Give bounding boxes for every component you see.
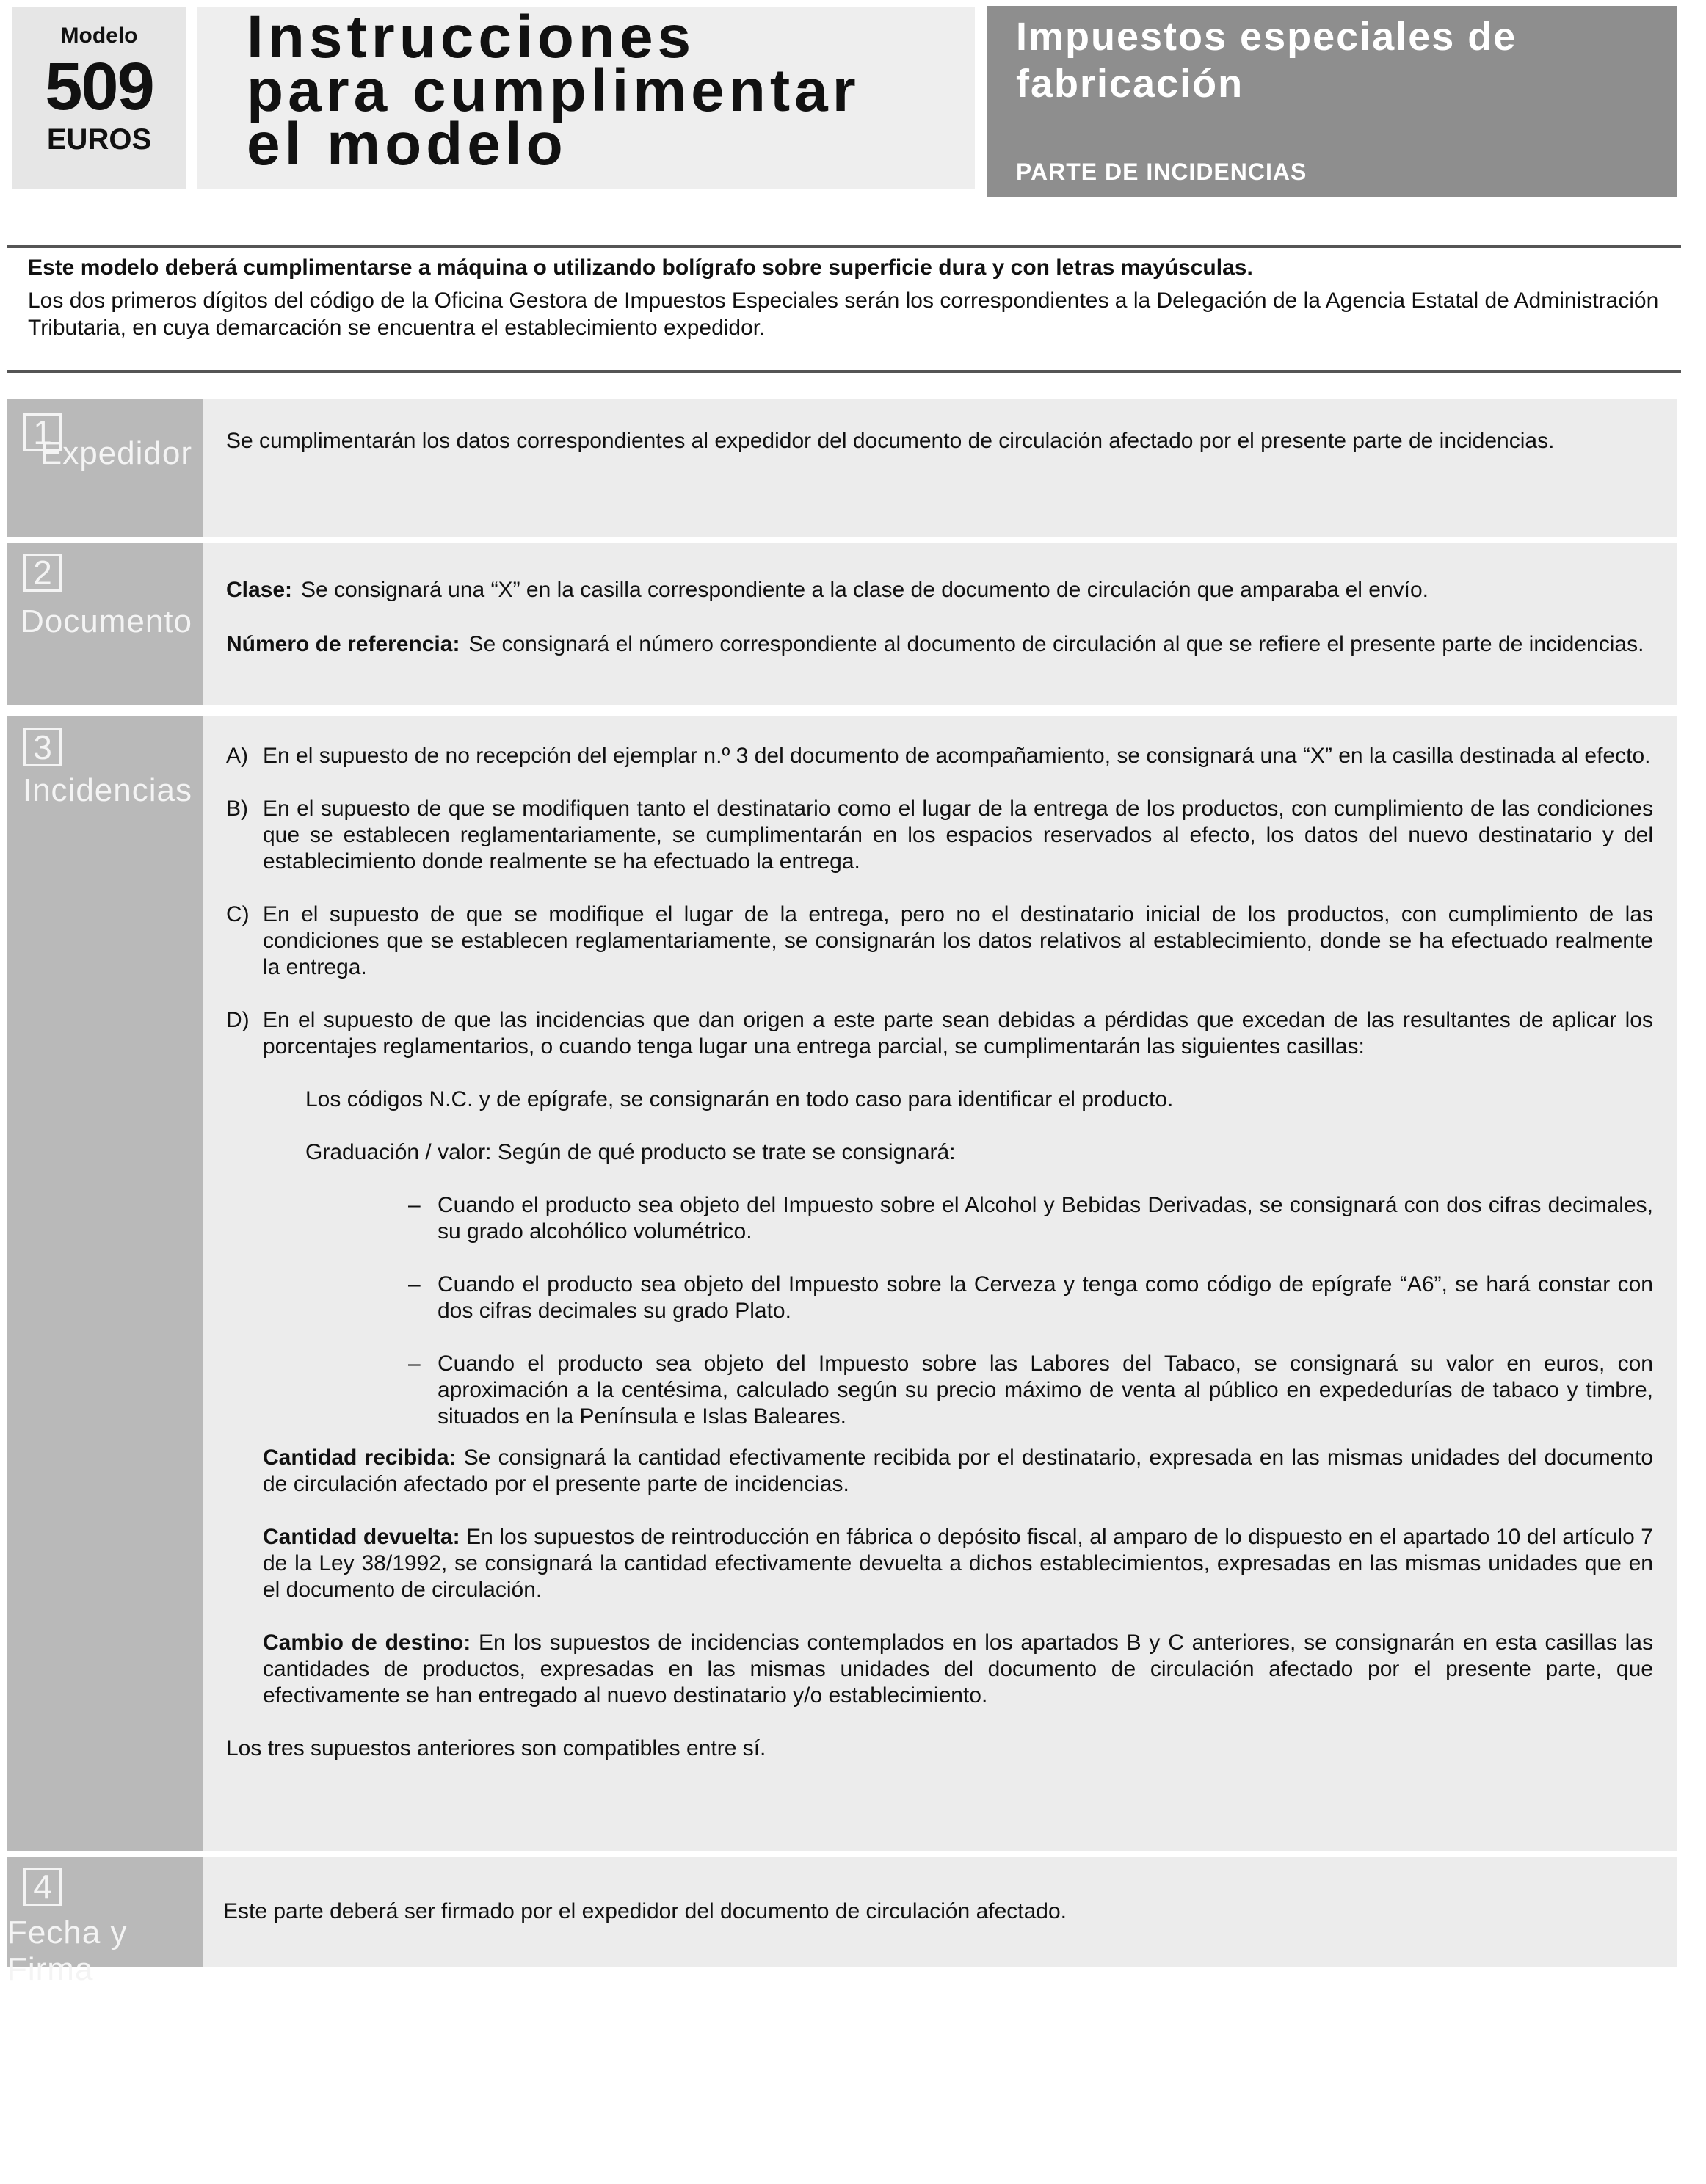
- cantidad-devuelta-text: En los supuestos de reintroducción en fábrica o depósito fiscal, al amparo de lo dispuesto en el apartado 10 del artículo 7 de la Ley 38/1992, se consignará la cantidad efectivamente devuelta a dichos establecimientos, expresadas en las mismas unidades que en el documento de circulación.: [263, 1525, 1653, 1602]
- section-2-body: [203, 543, 1677, 705]
- graduacion-text: Graduación / valor: Según de qué producto se trate se consignará:: [305, 1140, 956, 1164]
- section-3-tab: [7, 716, 203, 1851]
- item-c-key: C): [226, 902, 250, 926]
- item-d: [226, 1007, 1653, 1060]
- currency-label: EUROS: [46, 123, 152, 156]
- section-4-tab: [7, 1857, 203, 1987]
- dash-item-cerveza-text: Cuando el producto sea objeto del Impuesto sobre la Cerveza y tenga como código de epígrafe “A6”, se hará constar con dos cifras decimales su grado Plato.: [438, 1272, 1653, 1323]
- cambio-destino-text: En los supuestos de incidencias contemplados en los apartados B y C anteriores, se consignarán en esta casillas las cantidades de productos, expresadas en las mismas unidades del documento de circulación afectado por el presente parte, que efectivamente se han entregado al nuevo destinatario y/o establecimiento.: [263, 1630, 1653, 1708]
- tax-panel: [987, 6, 1677, 197]
- dash-mark: –: [408, 1272, 421, 1296]
- section-1-body: [203, 399, 1677, 537]
- codigos-text: Los códigos N.C. y de epígrafe, se consignarán en todo caso para identificar el producto.: [305, 1087, 1174, 1111]
- dash-item-alcohol: [408, 1192, 1653, 1245]
- clase-text: Se consignará una “X” en la casilla correspondiente a la clase de documento de circulación que amparaba el envío.: [301, 578, 1429, 602]
- clase-row: [226, 577, 1656, 603]
- section-1-number: 1: [23, 413, 62, 451]
- cantidad-devuelta-label: Cantidad devuelta:: [263, 1525, 460, 1549]
- intro-bold-line: Este modelo deberá cumplimentarse a máquina o utilizando bolígrafo sobre superficie dura y con letras mayúsculas.: [28, 255, 1253, 280]
- cantidad-recibida-label: Cantidad recibida:: [263, 1445, 457, 1470]
- section-4-number: 4: [23, 1868, 62, 1906]
- section-2-number: 2: [23, 554, 62, 592]
- section-1-label: Expedidor: [40, 435, 192, 471]
- section-1-tab: [7, 399, 203, 537]
- section-3-body: [203, 716, 1677, 1851]
- cantidad-recibida-text: Se consignará la cantidad efectivamente recibida por el destinatario, expresada en las mismas unidades del documento de circulación afectado por el presente parte de incidencias.: [263, 1445, 1653, 1496]
- dash-item-cerveza: [408, 1271, 1653, 1324]
- model-badge: [12, 7, 186, 189]
- dash-mark: –: [408, 1193, 421, 1217]
- section-4-body: [203, 1857, 1677, 1967]
- reference-label: Número de referencia:: [226, 632, 460, 656]
- intro-divider: [7, 370, 1681, 373]
- closing-text: Los tres supuestos anteriores son compatibles entre sí.: [226, 1736, 766, 1760]
- section-3-number: 3: [23, 728, 62, 766]
- cantidad-devuelta: [263, 1524, 1653, 1603]
- reference-row: [226, 631, 1656, 658]
- top-divider: [7, 245, 1681, 248]
- intro-text: Los dos primeros dígitos del código de la Oficina Gestora de Impuestos Especiales serán los correspondientes a la Delegación de la Agencia Estatal de Administración Tributaria, en cuya demarcación se encuentra el establecimiento expedidor.: [28, 289, 1659, 340]
- section-4-text: Este parte deberá ser firmado por el expedidor del documento de circulación afectado.: [223, 1899, 1067, 1923]
- title-panel: [197, 4, 975, 189]
- cambio-destino: [263, 1630, 1653, 1709]
- item-b: [226, 796, 1653, 875]
- section-3-label: Incidencias: [22, 772, 192, 808]
- section-1-text: Se cumplimentarán los datos correspondientes al expedidor del documento de circulación afectado por el presente parte de incidencias.: [226, 429, 1555, 453]
- item-b-key: B): [226, 797, 248, 821]
- clase-label: Clase:: [226, 578, 293, 602]
- page-title: Instrucciones para cumplimentar el modelo: [247, 4, 860, 178]
- item-c-text: En el supuesto de que se modifique el lugar de la entrega, pero no el destinatario inicial de los productos, con cumplimiento de las condiciones que se establecen reglamentariamente, se consignarán los datos relativos al establecimiento, donde se ha efectuado realmente la entrega.: [263, 902, 1653, 979]
- item-a: [226, 743, 1653, 769]
- tax-title: Impuestos especiales de fabricación: [1016, 15, 1517, 106]
- item-a-key: A): [226, 744, 248, 768]
- item-d-key: D): [226, 1008, 250, 1032]
- cambio-destino-label: Cambio de destino:: [263, 1630, 471, 1655]
- intro-block: [28, 254, 1665, 341]
- model-number: 509: [45, 49, 153, 124]
- model-label: Modelo: [60, 23, 138, 48]
- section-2-label: Documento: [20, 603, 192, 639]
- item-c: [226, 901, 1653, 981]
- item-d-text: En el supuesto de que las incidencias que dan origen a este parte sean debidas a pérdidas que excedan de las resultantes de aplicar los porcentajes reglamentarios, o cuando tenga lugar una entrega parcial, se cumplimentarán las siguientes casillas:: [263, 1008, 1653, 1059]
- dash-item-tabaco-text: Cuando el producto sea objeto del Impuesto sobre las Labores del Tabaco, se consignará su valor en euros, con aproximación a la centésima, calculado según su precio máximo de venta al público en expededurías de tabaco y timbre, situados en la Península e Islas Baleares.: [438, 1352, 1653, 1429]
- dash-item-tabaco: [408, 1351, 1653, 1430]
- item-a-text: En el supuesto de no recepción del ejemplar n.º 3 del documento de acompañamiento, se consignará una “X” en la casilla destinada al efecto.: [263, 744, 1651, 768]
- reference-text: Se consignará el número correspondiente al documento de circulación al que se refiere el presente parte de incidencias.: [468, 632, 1644, 656]
- section-2-tab: [7, 543, 203, 705]
- cantidad-recibida: [263, 1445, 1653, 1498]
- item-b-text: En el supuesto de que se modifiquen tanto el destinatario como el lugar de la entrega de los productos, con cumplimiento de las condiciones que se establecen reglamentariamente, se cumplimentarán en los espacios reservados al efecto, los datos del nuevo destinatario y del establecimiento donde realmente se ha efectuado la entrega.: [263, 797, 1653, 874]
- dash-mark: –: [408, 1352, 421, 1376]
- dash-item-alcohol-text: Cuando el producto sea objeto del Impuesto sobre el Alcohol y Bebidas Derivadas, se consignará con dos cifras decimales, su grado alcohólico volumétrico.: [438, 1193, 1653, 1244]
- form-subtitle: PARTE DE INCIDENCIAS: [1016, 159, 1307, 185]
- section-4-label: Fecha y Firma: [7, 1915, 128, 1987]
